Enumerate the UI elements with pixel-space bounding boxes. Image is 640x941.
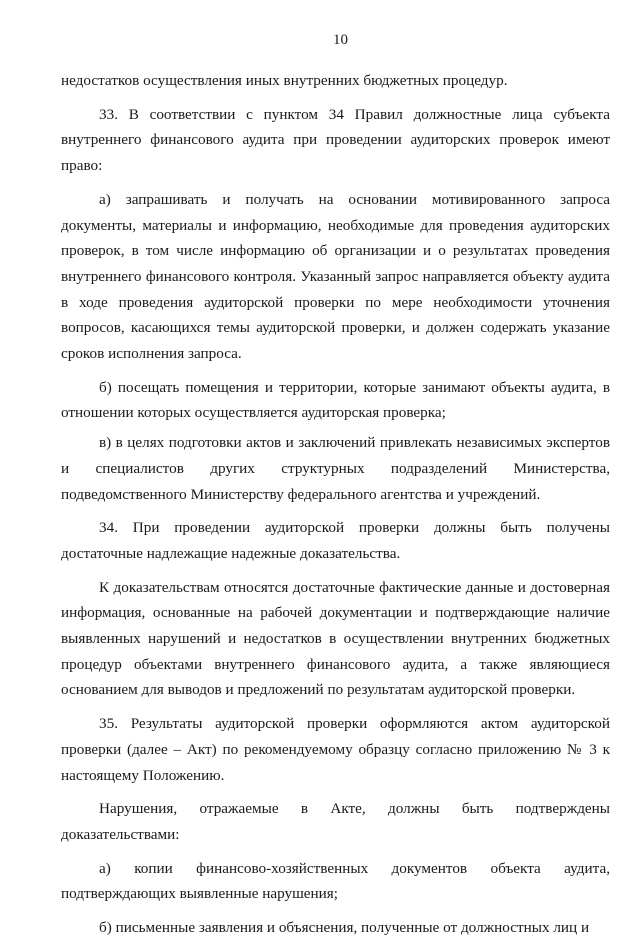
paragraph-sub-a: а) запрашивать и получать на основании мотивированного запроса документы, материалы и информацию, необходимые для проведения аудиторских проверок, в том числе информацию об организации и о результатах проведения внутреннего финансового контроля. Указанный запрос направляется объекту аудита в ходе проведения аудиторской проверки по мере необходимости уточнения вопросов, касающихся темы аудиторской проверки, и должен содержать указание сроков исполнения запроса. bbox=[61, 190, 610, 363]
paragraph-item-35: 35. Результаты аудиторской проверки оформляются актом аудиторской проверки (далее – Акт) по рекомендуемому образцу согласно приложению № 3 к настоящему Положению. bbox=[61, 715, 610, 784]
paragraph-evidence-b: б) письменные заявления и объяснения, полученные от должностных лиц и bbox=[99, 919, 590, 937]
paragraph-continuation: недостатков осуществления иных внутренних бюджетных процедур. bbox=[61, 72, 508, 89]
paragraph-evidence-definition: К доказательствам относятся достаточные фактические данные и достоверная информация, основанные на рабочей документации и подтверждающие наличие выявленных нарушений и недостатков в осуществлении внутренних бюджетных процедур объектами внутреннего финансового аудита, а также являющиеся основанием для выводов и предложений по результатам аудиторской проверки. bbox=[61, 578, 610, 699]
paragraph-item-34: 34. При проведении аудиторской проверки должны быть получены достаточные надлежащие надежные доказательства. bbox=[61, 519, 610, 562]
paragraph-evidence-a: а) копии финансово-хозяйственных документов объекта аудита, подтверждающих выявленные нарушения; bbox=[61, 859, 610, 903]
paragraph-item-33: 33. В соответствии с пунктом 34 Правил должностные лица субъекта внутреннего финансового аудита при проведении аудиторских проверок имеют право: bbox=[61, 105, 610, 175]
paragraph-sub-b: б) посещать помещения и территории, которые занимают объекты аудита, в отношении которых осуществляется аудиторская проверка; bbox=[61, 378, 610, 422]
page-number: 10 bbox=[333, 32, 348, 48]
paragraph-sub-v: в) в целях подготовки актов и заключений привлекать независимых экспертов и специалистов других структурных подразделений Министерства, подведомственного Министерству федерального агентства и учреждений. bbox=[61, 434, 610, 503]
paragraph-violations: Нарушения, отражаемые в Акте, должны быть подтверждены доказательствами: bbox=[61, 800, 610, 843]
